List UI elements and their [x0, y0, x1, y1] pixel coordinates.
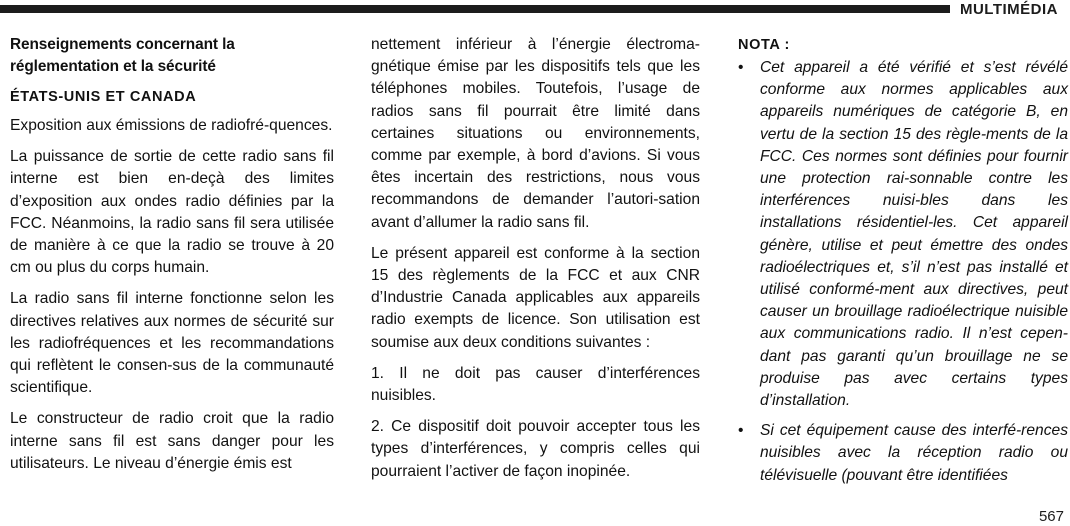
- note-text: Cet appareil a été vérifié et s’est révélé conforme aux normes applicables aux appareils numériques de catégorie B, en vertu de la section 15 des règle-ments de la FCC. Ces normes sont définies pour fournir une protection rai-sonnable contre les interférences nuisi-bles dans les installations résidentiel-les. Cet appareil génère, utilise et peut émettre des ondes radioélectriques et, s’il n’est pas installé et utilisé conformé-ment aux directives, peut causer un brouillage radioélectrique nuisible aux communications radio. Il n’est cepen-dant pas garanti qu’un brouillage ne se produise pas avec certains types d’installation.: [760, 59, 1068, 410]
- bullet-icon: •: [738, 59, 744, 76]
- note-text: Si cet équipement cause des interfé-rences nuisibles avec la réception radio ou télévisuelle (pouvant être identifiées: [760, 422, 1068, 484]
- column-3: [738, 34, 1068, 495]
- section-title: MULTIMÉDIA: [959, 1, 1058, 18]
- note-title: NOTA :: [738, 37, 790, 53]
- bullet-icon: •: [738, 422, 744, 440]
- column-1: [10, 34, 334, 484]
- list-item: [738, 420, 1068, 487]
- paragraph: nettement inférieur à l’énergie électroma-gnétique émise par les dispositifs tels que les téléphones mobiles. Toutefois, l’usage de radios sans fil pourrait être limité dans certaines situations ou environnements, comme par exemple, à bord d’avions. Si vous êtes incertain des restrictions, nous vous recommandons de demander l’autori-sation avant d’allumer la radio sans fil.: [371, 36, 700, 231]
- column-2: [371, 34, 700, 492]
- paragraph: La puissance de sortie de cette radio sans fil interne est bien en-deçà des limites d’exposition aux ondes radio définies par la FCC. Néanmoins, la radio sans fil sera utilisée de manière à ce que la radio se trouve à 20 cm ou plus du corps humain.: [10, 148, 334, 277]
- condition-2: 2. Ce dispositif doit pouvoir accepter tous les types d’interférences, y compris celles qui pourraient l’activer de façon inopinée.: [371, 418, 700, 480]
- page-number: 567: [1038, 508, 1064, 525]
- paragraph: Exposition aux émissions de radiofré-quences.: [10, 117, 333, 134]
- section-heading: Renseignements concernant la réglementation et la sécurité: [10, 36, 235, 75]
- paragraph: Le présent appareil est conforme à la section 15 des règlements de la FCC et aux CNR d’Industrie Canada applicables aux appareils radio exempts de licence. Son utilisation est soumise aux deux conditions suivantes :: [371, 244, 700, 351]
- paragraph: Le constructeur de radio croit que la radio interne sans fil est sans danger pour les utilisateurs. Le niveau d’énergie émis est: [10, 410, 334, 472]
- header-rule: [0, 5, 950, 13]
- list-item: [738, 57, 1068, 412]
- region-subheading: ÉTATS-UNIS ET CANADA: [10, 89, 197, 105]
- condition-1: 1. Il ne doit pas causer d’interférences nuisibles.: [371, 364, 700, 405]
- paragraph: La radio sans fil interne fonctionne selon les directives relatives aux normes de sécurité sur les radiofréquences et les recommandations qui reflètent le consen-sus de la communauté scientifique.: [10, 290, 334, 397]
